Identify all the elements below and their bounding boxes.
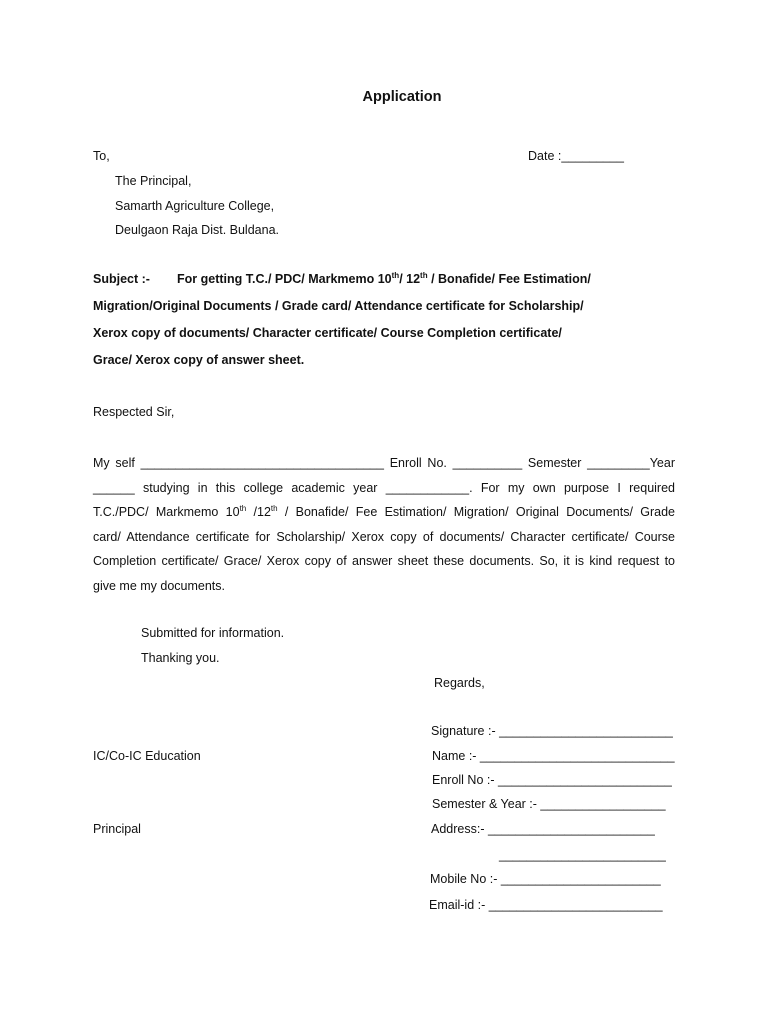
body-line-2: ______ studying in this college academic year ____________. For my own purpose I required (93, 480, 675, 495)
semester-year-field: Semester & Year :- __________________ (432, 797, 666, 811)
salutation: Respected Sir, (93, 405, 175, 419)
subject-line-2: Migration/Original Documents / Grade card/ Attendance certificate for Scholarship/ (93, 299, 584, 313)
subject-line-3: Xerox copy of documents/ Character certificate/ Course Completion certificate/ (93, 326, 562, 340)
subject-line-4: Grace/ Xerox copy of answer sheet. (93, 353, 305, 367)
body-line-6: give me my documents. (93, 578, 225, 593)
body-line-1: My self ___________________________________ Enroll No. __________ Semester _________Year (93, 456, 675, 470)
subject-label: Subject :- (93, 272, 150, 286)
principal-label: Principal (93, 822, 141, 836)
body-line-4: card/ Attendance certificate for Scholarship/ Xerox copy of documents/ Character certificate/ Course (93, 529, 675, 544)
document-title: Application (362, 89, 442, 105)
date-field: Date :_________ (528, 149, 624, 163)
regards-text: Regards, (434, 676, 485, 690)
to-label: To, (93, 149, 110, 163)
address-line-1: The Principal, (115, 174, 192, 188)
mobile-field: Mobile No :- _______________________ (430, 872, 661, 886)
body-line-5: Completion certificate/ Grace/ Xerox copy of answer sheet these documents. So, it is kind request to (93, 554, 675, 568)
enroll-field: Enroll No :- _________________________ (432, 773, 672, 787)
name-field: Name :- ____________________________ (432, 749, 675, 763)
body-line-3: T.C./PDC/ Markmemo 10th /12th / Bonafide/ Fee Estimation/ Migration/ Original Documents/ Grade (93, 503, 675, 519)
thanking-text: Thanking you. (141, 651, 220, 665)
submitted-text: Submitted for information. (141, 626, 285, 640)
body-paragraph (93, 451, 675, 598)
address-line-2: Samarth Agriculture College, (115, 199, 275, 213)
address-line-3: Deulgaon Raja Dist. Buldana. (115, 223, 279, 237)
address-field: Address:- ________________________ (431, 822, 655, 836)
signature-field: Signature :- _________________________ (431, 724, 673, 738)
ic-education-label: IC/Co-IC Education (93, 749, 201, 763)
email-field: Email-id :- _________________________ (429, 898, 663, 912)
address-field-line-2: ________________________ (499, 848, 666, 862)
subject-line-1: For getting T.C./ PDC/ Markmemo 10th/ 12th / Bonafide/ Fee Estimation/ (177, 270, 591, 286)
